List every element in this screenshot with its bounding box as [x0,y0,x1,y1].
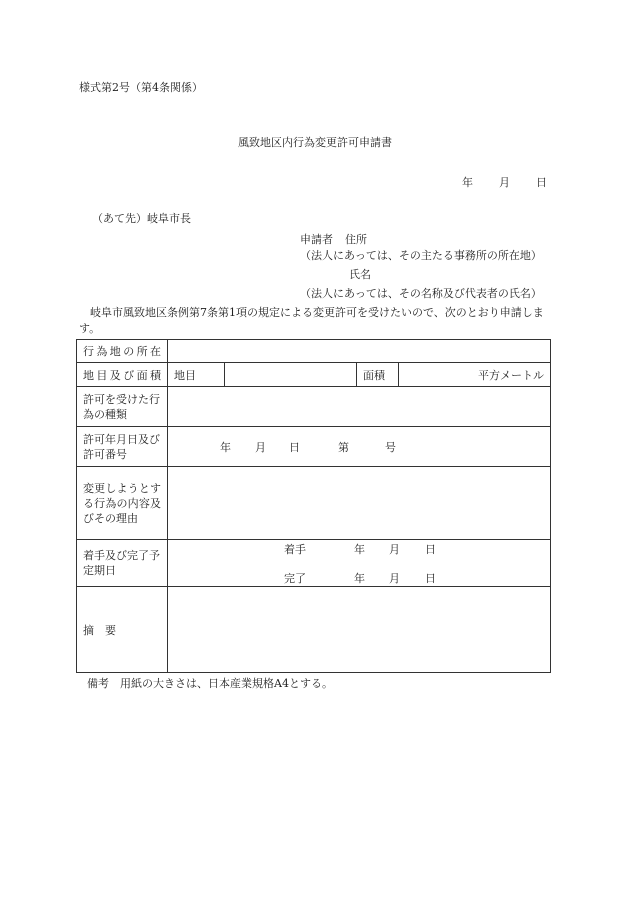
form-number: 様式第2号（第4条関係） [79,81,203,94]
permit-no-prefix: 第 [338,441,349,454]
permit-date-label: 許可年月日及び許可番号 [77,427,168,467]
chimoku-label: 地目 [168,363,225,387]
remarks-field[interactable] [168,587,551,673]
start-label: 着手 [284,543,306,556]
document-title: 風致地区内行為変更許可申請書 [238,136,392,149]
row-schedule [77,540,551,587]
date-year: 年 [462,176,473,189]
permit-year: 年 [220,441,231,454]
row-permitted-type [77,387,551,427]
remarks-label: 摘 要 [77,587,168,673]
area-label: 面積 [357,363,399,387]
permit-no-suffix: 号 [385,441,396,454]
change-label: 変更しようとする行為の内容及びその理由 [77,467,168,540]
permitted-type-field[interactable] [168,387,551,427]
row-change [77,467,551,540]
corp-name-note: （法人にあっては、その名称及び代表者の氏名） [300,287,542,300]
note: 備考 用紙の大きさは、日本産業規格A4とする。 [87,677,333,690]
row-land [77,363,551,387]
row-permit-date [77,427,551,467]
applicant-label: 申請者 [300,233,333,246]
row-remarks [77,587,551,673]
area-unit: 平方メートル [478,368,544,382]
location-field[interactable] [168,340,551,363]
applicant-address-line [300,234,367,245]
end-day: 日 [425,572,436,585]
addressee: （あて先）岐阜市長 [92,212,191,225]
permitted-type-label: 許可を受けた行為の種類 [77,387,168,427]
permit-date-field[interactable] [168,427,551,467]
schedule-field[interactable] [168,540,551,587]
change-field[interactable] [168,467,551,540]
end-label: 完了 [284,572,306,585]
application-statement: 岐阜市風致地区条例第7条第1項の規定による変更許可を受けたいので、次のとおり申請します。 [79,306,544,335]
start-year: 年 [354,543,365,556]
row-location [77,340,551,363]
address-label: 住所 [345,233,367,246]
permit-day: 日 [289,441,300,454]
application-form-table [76,339,551,673]
start-month: 月 [389,543,400,556]
date-month: 月 [499,176,510,189]
area-field[interactable] [399,363,551,387]
corp-address-note: （法人にあっては、その主たる事務所の所在地） [300,249,542,262]
location-label: 行為地の所在 [77,340,168,363]
chimoku-field[interactable] [225,363,357,387]
name-label: 氏名 [349,268,371,281]
end-year: 年 [354,572,365,585]
schedule-label: 着手及び完了予定期日 [77,540,168,587]
land-label: 地目及び面積 [77,363,168,387]
permit-month: 月 [255,441,266,454]
date-day: 日 [536,176,547,189]
end-month: 月 [389,572,400,585]
start-day: 日 [425,543,436,556]
date-line [462,177,547,188]
